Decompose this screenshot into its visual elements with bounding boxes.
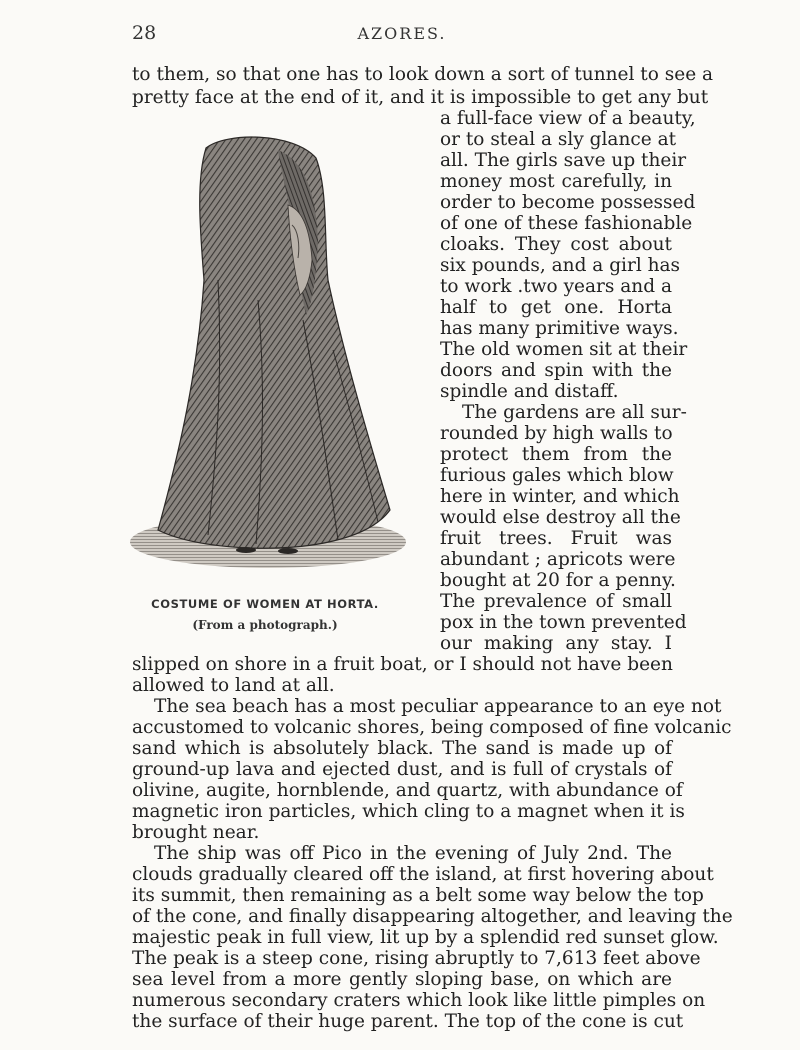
text-line: rounded by high walls to [440, 423, 673, 444]
text-line: six pounds, and a girl has [440, 255, 681, 276]
running-head: AZORES. [357, 24, 447, 43]
text-line: to them, so that one has to look down a sort of tunnel to see a [132, 64, 714, 85]
text-line: ground-up lava and ejected dust, and is full of crystals of [132, 759, 672, 780]
figure-caption-title: COSTUME OF WOMEN AT HORTA. [151, 597, 379, 611]
text-line: to work .two years and a [440, 276, 672, 297]
text-line: order to become possessed [440, 192, 696, 213]
text-line: its summit, then remaining as a belt some way below the top [132, 885, 704, 906]
text-line: or to steal a sly glance at [440, 129, 677, 150]
text-line: abundant ; apricots were [440, 549, 676, 570]
text-line: the surface of their huge parent. The top of the cone is cut [132, 1011, 684, 1032]
text-line: doors and spin with the [440, 360, 672, 381]
text-line: cloaks. They cost about [440, 234, 672, 255]
text-line: clouds gradually cleared off the island, at first hovering about [132, 864, 714, 885]
page-number: 28 [132, 22, 157, 44]
text-line: pretty face at the end of it, and it is impossible to get any but [132, 87, 709, 108]
text-line: would else destroy all the [440, 507, 681, 528]
text-line: of one of these fashionable [440, 213, 693, 234]
text-line: accustomed to volcanic shores, being composed of fine volcanic [132, 717, 732, 738]
text-line: magnetic iron particles, which cling to a magnet when it is [132, 801, 685, 822]
text-line: The peak is a steep cone, rising abruptly to 7,613 feet above [132, 948, 701, 969]
page-header [132, 22, 672, 46]
text-line: slipped on shore in a fruit boat, or I should not have been [132, 654, 673, 675]
text-line: here in winter, and which [440, 486, 680, 507]
text-line: a full-face view of a beauty, [440, 108, 696, 129]
text-line: furious gales which blow [440, 465, 674, 486]
text-line: fruit trees. Fruit was [440, 528, 672, 549]
text-line: spindle and distaff. [440, 381, 619, 402]
text-line: majestic peak in full view, lit up by a splendid red sunset glow. [132, 927, 719, 948]
cloak-illustration [128, 130, 402, 590]
text-line: The sea beach has a most peculiar appearance to an eye not [154, 696, 722, 717]
text-line: The ship was off Pico in the evening of July 2nd. The [154, 843, 672, 864]
text-line: The gardens are all sur- [462, 402, 687, 423]
text-line: has many primitive ways. [440, 318, 679, 339]
text-line: sea level from a more gently sloping base, on which are [132, 969, 672, 990]
text-line: bought at 20 for a penny. [440, 570, 676, 591]
text-line: sand which is absolutely black. The sand is made up of [132, 738, 672, 759]
text-line: The old women sit at their [440, 339, 688, 360]
text-line: The prevalence of small [440, 591, 672, 612]
text-line: our making any stay. I [440, 633, 672, 654]
text-line: of the cone, and finally disappearing altogether, and leaving the [132, 906, 733, 927]
text-line: olivine, augite, hornblende, and quartz, with abundance of [132, 780, 683, 801]
text-line: protect them from the [440, 444, 672, 465]
text-line: pox in the town prevented [440, 612, 687, 633]
text-line: all. The girls save up their [440, 150, 687, 171]
text-line: allowed to land at all. [132, 675, 335, 696]
text-line: money most carefully, in [440, 171, 672, 192]
text-line: numerous secondary craters which look like little pimples on [132, 990, 706, 1011]
figure-caption-source: (From a photograph.) [192, 618, 338, 632]
text-line: brought near. [132, 822, 260, 843]
text-line: half to get one. Horta [440, 297, 672, 318]
